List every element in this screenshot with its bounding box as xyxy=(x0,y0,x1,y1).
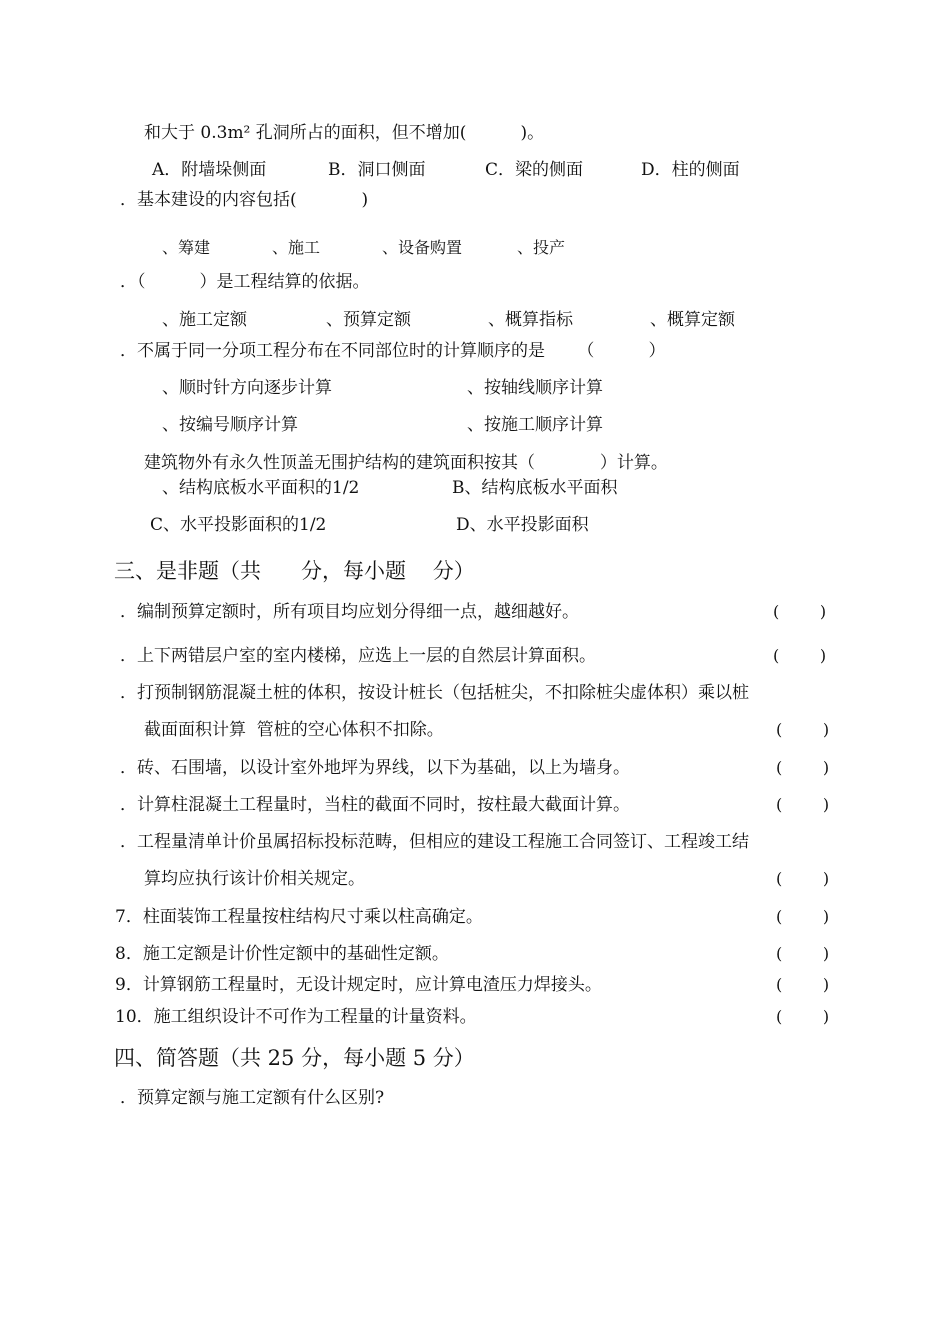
mc-option: C、水平投影面积的1/2 xyxy=(150,515,327,535)
answer-blank: ( ) xyxy=(773,602,827,621)
option-d: D．柱的侧面 xyxy=(641,160,740,180)
option-c: C．梁的侧面 xyxy=(485,160,584,180)
mc-option: 、按轴线顺序计算 xyxy=(467,378,603,398)
tf-item-4: ．砖、石围墙，以设计室外地坪为界线，以下为基础，以上为墙身。 xyxy=(120,758,630,778)
option-a: A．附墙垛侧面 xyxy=(152,160,267,180)
answer-blank: ( ) xyxy=(776,795,830,814)
tf-item-3-cont: 截面面积计算 管桩的空心体积不扣除。 xyxy=(144,720,444,740)
mc-option: 、按编号顺序计算 xyxy=(162,415,298,435)
answer-blank: ( ) xyxy=(776,907,830,926)
mc-option: 、设备购置 xyxy=(382,238,463,257)
question-continuation: 和大于 0.3m² 孔洞所占的面积，但不增加( )。 xyxy=(144,123,545,143)
short-answer-item-1: ．预算定额与施工定额有什么区别? xyxy=(120,1088,385,1108)
answer-blank: ( ) xyxy=(776,869,830,888)
tf-item-7: 7．柱面装饰工程量按柱结构尺寸乘以柱高确定。 xyxy=(115,907,483,927)
tf-item-8: 8．施工定额是计价性定额中的基础性定额。 xyxy=(115,944,449,964)
mc-option: 、投产 xyxy=(517,238,566,257)
tf-item-5: ．计算柱混凝土工程量时，当柱的截面不同时，按柱最大截面计算。 xyxy=(120,795,630,815)
answer-blank: ( ) xyxy=(776,1007,830,1026)
mc-option: 、筹建 xyxy=(162,238,211,257)
answer-blank: ( ) xyxy=(776,975,830,994)
section-title-true-false: 三、是非题（共 分，每小题 分） xyxy=(114,559,475,583)
mc-question-stem: ．（ ）是工程结算的依据。 xyxy=(120,272,370,292)
tf-item-6: ．工程量清单计价虽属招标投标范畴，但相应的建设工程施工合同签订、工程竣工结 xyxy=(120,832,749,852)
mc-option: 、顺时针方向逐步计算 xyxy=(162,378,332,398)
mc-option: 、结构底板水平面积的1/2 xyxy=(162,478,360,498)
mc-question-stem: 建筑物外有永久性顶盖无围护结构的建筑面积按其（ ）计算。 xyxy=(144,453,668,473)
mc-option: 、施工定额 xyxy=(162,310,247,330)
mc-option: B、结构底板水平面积 xyxy=(452,478,618,498)
option-b: B．洞口侧面 xyxy=(328,160,426,180)
tf-item-10: 10．施工组织设计不可作为工程量的计量资料。 xyxy=(115,1007,477,1027)
mc-option: 、概算指标 xyxy=(488,310,573,330)
mc-question-stem: ．基本建设的内容包括( ) xyxy=(120,190,369,210)
tf-item-1: ．编制预算定额时，所有项目均应划分得细一点，越细越好。 xyxy=(120,602,579,622)
mc-option: 、按施工顺序计算 xyxy=(467,415,603,435)
tf-item-3: ．打预制钢筋混凝土桩的体积，按设计桩长（包括桩尖，不扣除桩尖虚体积）乘以桩 xyxy=(120,683,749,703)
tf-item-9: 9．计算钢筋工程量时，无设计规定时，应计算电渣压力焊接头。 xyxy=(115,975,602,995)
mc-option: D、水平投影面积 xyxy=(456,515,589,535)
mc-question-stem: ．不属于同一分项工程分布在不同部位时的计算顺序的是 （ ） xyxy=(120,341,666,361)
section-title-short-answer: 四、简答题（共 25 分，每小题 5 分） xyxy=(114,1046,475,1070)
answer-blank: ( ) xyxy=(776,720,830,739)
mc-option: 、预算定额 xyxy=(326,310,411,330)
tf-item-6-cont: 算均应执行该计价相关规定。 xyxy=(144,869,365,889)
answer-blank: ( ) xyxy=(776,758,830,777)
answer-blank: ( ) xyxy=(773,646,827,665)
answer-blank: ( ) xyxy=(776,944,830,963)
mc-option: 、施工 xyxy=(272,238,321,257)
mc-option: 、概算定额 xyxy=(650,310,735,330)
tf-item-2: ．上下两错层户室的室内楼梯，应选上一层的自然层计算面积。 xyxy=(120,646,596,666)
